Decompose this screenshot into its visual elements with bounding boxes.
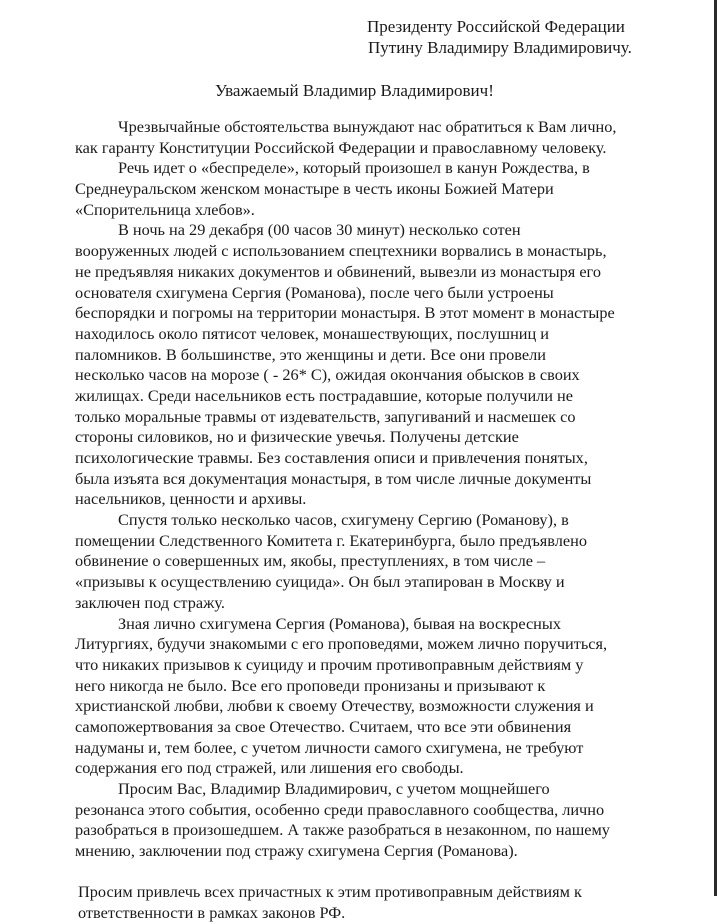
text-line: Зная лично схигумена Сергия (Романова), бывая на воскресных — [118, 613, 561, 633]
text-line: христианской любви, любви к своему Отечеству, возможности служения и — [75, 696, 594, 716]
text-line: не предъявляя никаких документов и обвинений, вывезли из монастыря его — [75, 261, 601, 281]
text-line: помещении Следственного Комитета г. Екатеринбурга, было предъявлено — [75, 530, 587, 550]
text-line: мнению, заключении под стражу схигумена Сергия (Романова). — [75, 841, 518, 861]
text-line: Просим Вас, Владимир Владимирович, с учетом мощнейшего — [118, 779, 550, 798]
paragraph — [75, 510, 715, 613]
text-line: резонанса этого события, особенно среди православного сообщества, лично — [75, 799, 605, 819]
text-line: обвинение о совершенных им, якобы, преступлениях, в том числе – — [75, 551, 546, 571]
text-line: ответственности в рамках законов РФ. — [78, 903, 346, 923]
text-line: Среднеуральском женском монастыре в честь иконы Божией Матери — [75, 179, 554, 199]
paragraph — [75, 117, 715, 158]
text-line: Литургиях, будучи знакомыми с его проповедями, можем лично поручиться, — [75, 634, 608, 654]
addressee-block — [367, 16, 632, 58]
text-line: «Спорительница хлебов». — [75, 199, 255, 219]
text-line: насельников, ценности и архивы. — [75, 489, 307, 509]
text-line: стороны силовиков, но и физические увечья. Получены детские — [75, 427, 519, 447]
text-line: вооруженных людей с использованием спецтехники ворвались в монастырь, — [75, 241, 607, 261]
text-line: несколько часов на морозе ( - 26* С), ожидая окончания обысков в своих — [75, 365, 580, 385]
text-line: него никогда не было. Все его проповеди пронизаны и призывают к — [75, 675, 546, 695]
letter-body — [75, 117, 715, 924]
text-line: основателя схигумена Сергия (Романова), после чего были устроены — [75, 282, 554, 302]
paragraph — [75, 158, 715, 220]
addressee-line-2: Путину Владимиру Владимировичу. — [368, 38, 632, 57]
text-line: психологические травмы. Без составления описи и привлечения понятых, — [75, 448, 588, 467]
text-line: самопожертвования за свое Отечество. Считаем, что все эти обвинения — [75, 716, 572, 736]
paragraph — [75, 220, 715, 510]
text-line: была изъята вся документация монастыря, в том числе личные документы — [75, 468, 592, 488]
text-line: «призывы к осуществлению суицида». Он был этапирован в Москву и — [75, 572, 565, 592]
text-line: содержания его под стражей, или лишения его свободы. — [75, 758, 464, 778]
text-line: паломников. В большинстве, это женщины и дети. Все они провели — [75, 344, 546, 364]
text-line: жилищах. Среди насельников есть пострадавшие, которые получили не — [75, 385, 574, 405]
text-line: заключен под стражу. — [75, 592, 225, 612]
paragraph — [75, 779, 715, 862]
closing-paragraph — [75, 882, 715, 923]
text-line: находилось около пятисот человек, монашествующих, послушниц и — [75, 323, 549, 343]
text-line: что никаких призывов к суициду и прочим противоправным действиям у — [75, 654, 584, 674]
paragraph — [75, 614, 715, 780]
addressee-line-1: Президенту Российской Федерации — [367, 17, 625, 36]
salutation: Уважаемый Владимир Владимирович! — [215, 81, 494, 100]
text-line: Просим привлечь всех причастных к этим противоправным действиям к — [78, 882, 582, 902]
text-line: В ночь на 29 декабря (00 часов 30 минут) несколько сотен — [118, 220, 521, 240]
text-line: беспорядки и погромы на территории монастыря. В этот момент в монастыре — [75, 303, 615, 323]
text-line: Спустя только несколько часов, схигумену Сергию (Романову), в — [118, 510, 569, 530]
paragraph-spacer — [75, 862, 715, 883]
text-line: разобраться в произошедшем. А также разобраться в незаконном, по нашему — [75, 820, 610, 840]
text-line: только моральные травмы от издевательств, запугиваний и насмешек со — [75, 406, 576, 426]
text-line: как гаранту Конституции Российской Федерации и православному человеку. — [75, 137, 607, 157]
text-line: надуманы и, тем более, с учетом личности самого схигумена, не требуют — [75, 737, 584, 757]
text-line: Речь идет о «беспределе», который произошел в канун Рождества, в — [118, 158, 590, 178]
text-line: Чрезвычайные обстоятельства вынуждают нас обратиться к Вам лично, — [118, 117, 617, 136]
